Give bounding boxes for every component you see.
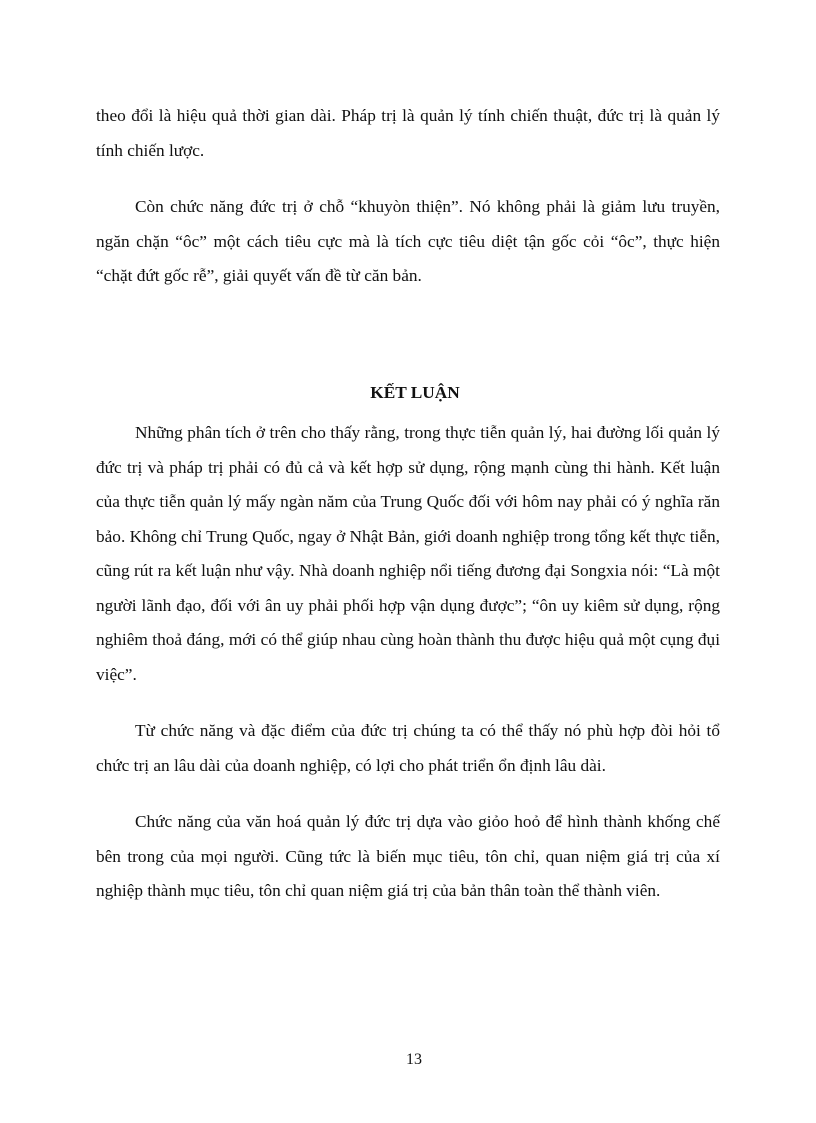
paragraph-continuation: theo đổi là hiệu quả thời gian dài. Pháp trị là quản lý tính chiến thuật, đức trị là quản lý tính chiến lược.	[96, 106, 720, 160]
section-heading-ket-luan: KẾT LUẬN	[370, 382, 460, 402]
paragraph-conclusion-2: Từ chức năng và đặc điểm của đức trị chúng ta có thể thấy nó phù hợp đòi hỏi tổ chức trị an lâu dài của doanh nghiệp, có lợi cho phát triển ổn định lâu dài.	[96, 721, 720, 775]
paragraph-conclusion-3: Chức năng của văn hoá quản lý đức trị dựa vào giỏo hoỏ để hình thành khống chế bên trong của mọi người. Cũng tức là biến mục tiêu, tôn chỉ, quan niệm giá trị của xí nghiệp thành mục tiêu, tôn chỉ quan niệm giá trị của bản thân toàn thể thành viên.	[96, 812, 720, 900]
page-number: 13	[406, 1051, 422, 1068]
page-content	[96, 99, 720, 931]
paragraph-duc-tri-function: Còn chức năng đức trị ở chỗ “khuyòn thiện”. Nó không phải là giảm lưu truyền, ngăn chặn “ôc” một cách tiêu cực mà là tích cực tiêu diệt tận gốc cỏi “ôc”, thực hiện “chặt đứt gốc rễ”, giải quyết vấn đề từ căn bản.	[96, 197, 720, 285]
paragraph-conclusion-1: Những phân tích ở trên cho thấy rằng, trong thực tiễn quản lý, hai đường lối quản lý đức trị và pháp trị phải có đủ cả và kết hợp sử dụng, rộng mạnh cùng thi hành. Kết luận của thực tiễn quản lý mấy ngàn năm của Trung Quốc đối với hôm nay phải có ý nghĩa răn bảo. Không chỉ Trung Quốc, ngay ở Nhật Bản, giới doanh nghiệp trong tổng kết thực tiễn, cũng rút ra kết luận như vậy. Nhà doanh nghiệp nổi tiếng đương đại Songxia nói: “Là một người lãnh đạo, đối với ân uy phải phối hợp vận dụng được”; “ôn uy kiêm sử dụng, rộng nghiêm thoả đáng, mới có thể giúp nhau cùng hoàn thành thu được hiệu quả một cụng đụi việc”.	[96, 423, 720, 684]
